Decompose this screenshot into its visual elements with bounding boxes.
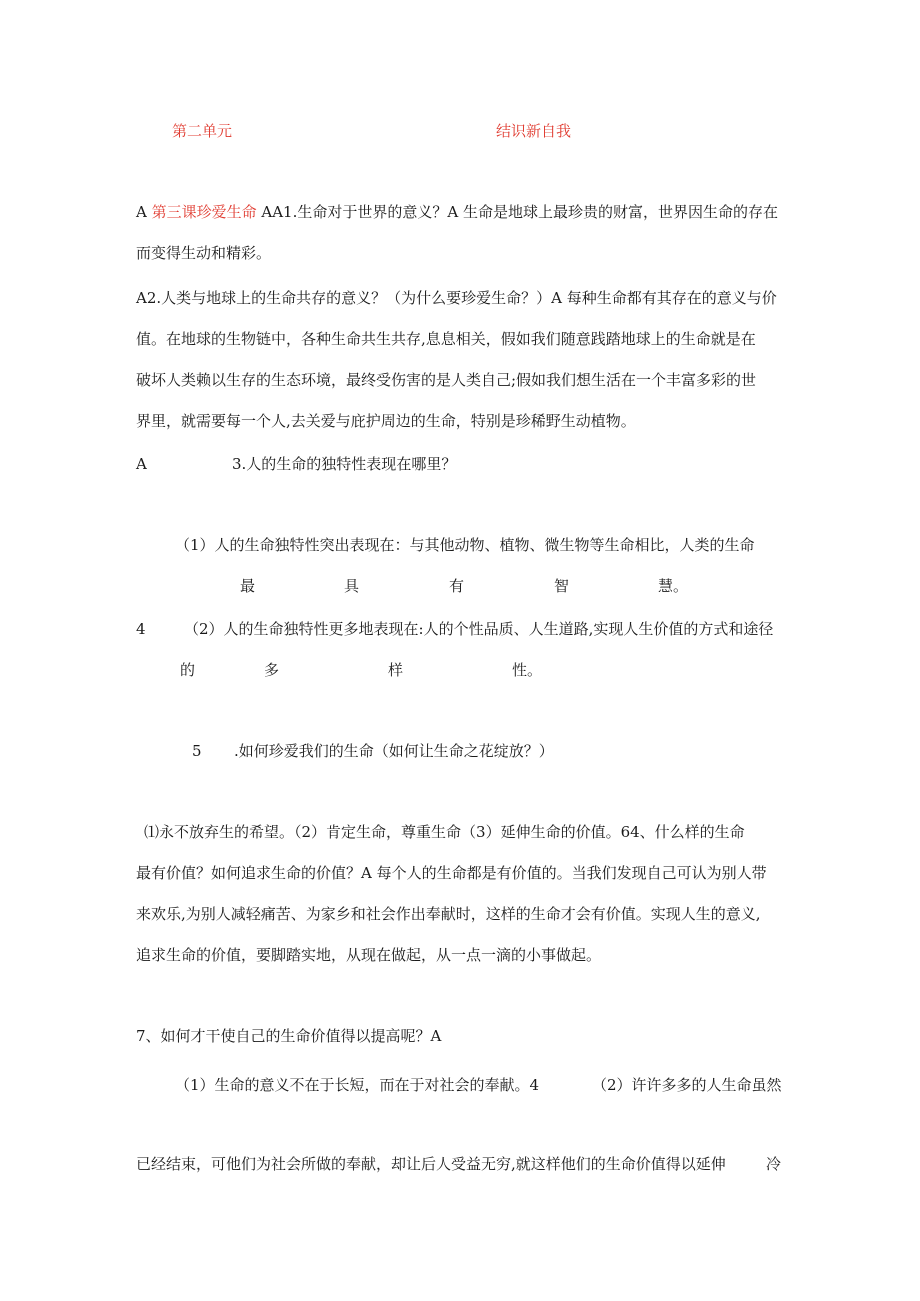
paragraph-line: （2）人的生命独特性更多地表现在:人的个性品质、人生道路,实现人生价值的方式和途径 — [184, 620, 774, 638]
paragraph-line: 值。在地球的生物链中，各种生命共生共存,息息相关，假如我们随意践踏地球上的生命就是在 — [136, 330, 756, 348]
line-number: 5 — [192, 742, 202, 760]
spread-word: 具 — [344, 577, 360, 595]
paragraph-line: （1）人的生命独特性突出表现在：与其他动物、植物、微生物等生命相比，人类的生命 — [175, 536, 755, 554]
line-number: 4 — [136, 620, 146, 638]
paragraph-line — [136, 202, 778, 222]
lesson-title: 第三课珍爱生命 — [151, 203, 257, 221]
spread-word: 智 — [554, 577, 570, 595]
unit-title: 结识新自我 — [496, 122, 572, 140]
paragraph-line: ⑴永不放弃生的希望。（2）肯定生命，尊重生命（3）延伸生命的价值。64、什么样的生命 — [144, 823, 745, 841]
question-heading: .如何珍爱我们的生命（如何让生命之花绽放？） — [234, 742, 554, 760]
spread-word: 有 — [449, 577, 465, 595]
spread-word: 样 — [388, 661, 404, 679]
paragraph-line: （2）许许多多的人生命虽然 — [592, 1076, 782, 1094]
paragraph-line: 破坏人类赖以生存的生态环境，最终受伤害的是人类自己;假如我们想生活在一个丰富多彩的世 — [136, 371, 757, 389]
spread-word: 性。 — [512, 661, 543, 679]
paragraph-line: 追求生命的价值，要脚踏实地，从现在做起，从一点一滴的小事做起。 — [136, 946, 602, 964]
spread-word: 最 — [240, 577, 256, 595]
unit-heading: 第二单元 — [172, 122, 233, 140]
spread-word: 慧。 — [658, 577, 689, 595]
paragraph-line: A2.人类与地球上的生命共存的意义？（为什么要珍爱生命？）A 每种生命都有其存在的意义与价 — [136, 289, 777, 307]
spread-word: 的 — [180, 661, 196, 679]
spread-word: 多 — [264, 661, 280, 679]
line-prefix: A — [136, 203, 152, 221]
paragraph-line: 最有价值？如何追求生命的价值？A 每个人的生命都是有价值的。当我们发现自己可认为别人带 — [136, 864, 767, 882]
question-heading: 3.人的生命的独特性表现在哪里？ — [232, 455, 457, 473]
marker-a: A — [136, 455, 147, 473]
paragraph-line: （1）生命的意义不在于长短，而在于对社会的奉献。4 — [175, 1076, 540, 1094]
paragraph-line: 界里，就需要每一个人,去关爱与庇护周边的生命，特别是珍稀野生动植物。 — [136, 412, 636, 430]
paragraph-line-end: 冷 — [766, 1155, 782, 1173]
line-text: AA1.生命对于世界的意义？A 生命是地球上最珍贵的财富，世界因生命的存在 — [256, 203, 778, 221]
paragraph-line: 已经结束，可他们为社会所做的奉献，却让后人受益无穷,就这样他们的生命价值得以延伸 — [136, 1155, 726, 1173]
paragraph-line: 来欢乐,为别人减轻痛苦、为家乡和社会作出奉献时，这样的生命才会有价值。实现人生的意义, — [136, 905, 761, 923]
paragraph-line: 而变得生动和精彩。 — [136, 244, 272, 262]
question-heading: 7、如何才干使自己的生命价值得以提高呢？A — [136, 1027, 442, 1045]
